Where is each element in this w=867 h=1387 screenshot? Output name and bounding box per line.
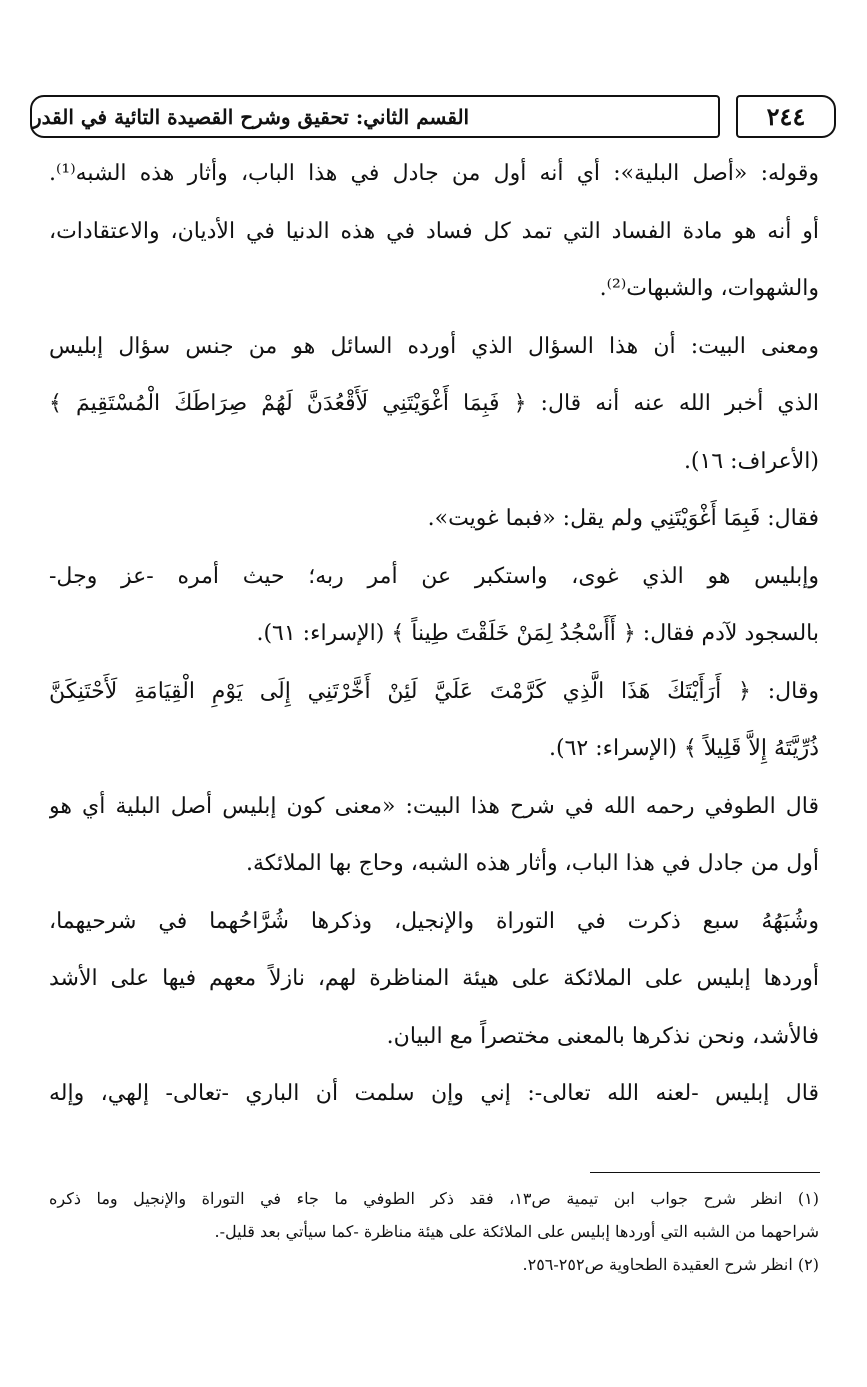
body-line: فقال: فَبِمَا أَغْوَيْتَنِي ولم يقل: «فبما غويت». — [427, 506, 819, 531]
footnote-divider — [590, 1172, 820, 1173]
body-line: وقال: ﴿ أَرَأَيْتَكَ هَذَا الَّذِي كَرَّمْتَ عَلَيَّ لَئِنْ أَخَّرْتَنِي إِلَى يَوْمِ الْقِيَامَةِ لَأَحْتَنِكَنَّ — [49, 678, 819, 704]
body-line: (الأعراف: ١٦). — [683, 448, 819, 474]
footnotes — [49, 1182, 819, 1281]
body-line: أو أنه هو مادة الفساد التي تمد كل فساد في هذه الدنيا في الأديان، والاعتقادات، — [49, 218, 819, 244]
body-line: والشهوات، والشبهات⁽²⁾. — [599, 276, 819, 301]
body-line: أوردها إبليس على الملائكة على هيئة المناظرة لهم، نازلاً معهم فيها على الأشد — [49, 966, 819, 991]
body-line: أول من جادل في هذا الباب، وأثار هذه الشبه، وحاج بها الملائكة. — [246, 851, 819, 876]
body-line: قال الطوفي رحمه الله في شرح هذا البيت: «معنى كون إبليس أصل البلية أي هو — [49, 793, 819, 819]
body-line: قال إبليس -لعنه الله تعالى-: إني وإن سلمت أن الباري -تعالى- إلهي، وإله — [49, 1081, 819, 1106]
page-number: ٢٤٤ — [736, 95, 836, 138]
body-line: الذي أخبر الله عنه أنه قال: ﴿ فَبِمَا أَغْوَيْتَنِي لَأَقْعُدَنَّ لَهُمْ صِرَاطَكَ الْمُسْتَقِيمَ ﴾ — [49, 391, 819, 416]
body-line: وقوله: «أصل البلية»: أي أنه أول من جادل في هذا الباب، وأثار هذه الشبه⁽¹⁾. — [49, 161, 819, 186]
body-line: فالأشد، ونحن نذكرها بالمعنى مختصراً مع البيان. — [386, 1023, 819, 1049]
body-text — [49, 145, 819, 1123]
footnote-line: (١) انظر شرح جواب ابن تيمية ص١٣، فقد ذكر الطوفي ما جاء في التوراة والإنجيل وما ذكره — [49, 1189, 819, 1208]
body-line: وإبليس هو الذي غوى، واستكبر عن أمر ربه؛ حيث أمره -عز وجل- — [49, 563, 819, 589]
running-header-title: القسم الثاني: تحقيق وشرح القصيدة التائية في القدر — [30, 95, 720, 138]
body-line: وشُبَهُهُ سبع ذكرت في التوراة والإنجيل، وذكرها شُرَّاحُهما في شرحيهما، — [49, 908, 819, 934]
running-header — [30, 95, 825, 140]
body-line: ومعنى البيت: أن هذا السؤال الذي أورده السائل هو من جنس سؤال إبليس — [49, 333, 819, 359]
footnote-line: (٢) انظر شرح العقيدة الطحاوية ص٢٥٢-٢٥٦. — [522, 1255, 819, 1274]
footnote-line: شراحهما من الشبه التي أوردها إبليس على الملائكة على هيئة مناظرة -كما سيأتي بعد قليل-. — [214, 1222, 819, 1241]
body-line: ذُرِّيَّتَهُ إِلاَّ قَلِيلاً ﴾ (الإسراء: ٦٢). — [549, 736, 819, 761]
body-line: بالسجود لآدم فقال: ﴿ أَأَسْجُدُ لِمَنْ خَلَقْتَ طِيناً ﴾ (الإسراء: ٦١). — [256, 621, 819, 646]
